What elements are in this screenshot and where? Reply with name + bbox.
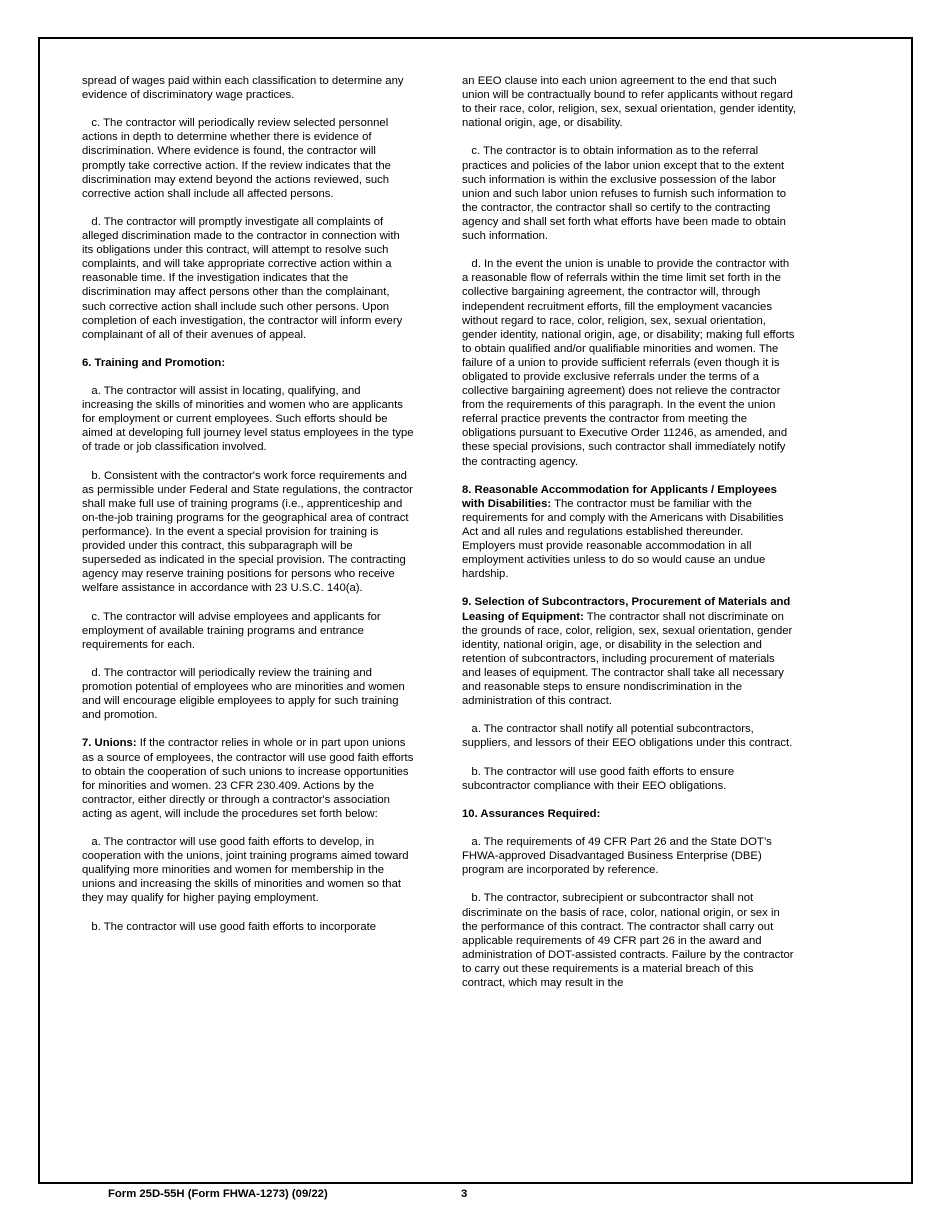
heading-unions: 7. Unions: [82, 737, 137, 750]
paragraph-6b: b. Consistent with the contractor's work force requirements and as permissible under Federal and State regulations, the contractor shall make full use of training programs (i.e., apprenticeship and on-the-job training programs for the geographical area of contract performance). In the event a special provision for training is provided under this contract, this subparagraph will be superseded as indicated in the special provision. The contracting agency may reserve training positions for persons who receive welfare assistance in accordance with 23 U.S.C. 140(a). [82, 469, 413, 595]
heading-training-promotion: 6. Training and Promotion: [82, 356, 226, 369]
paragraph-7c: c. The contractor is to obtain information as to the referral practices and policies of the labor union except that to the extent such information is within the exclusive possession of the labor union and such labor union refuses to furnish such information to the contractor, the contractor shall so certify to the contracting agency and shall set forth what efforts have been made to obtain such information. [462, 145, 787, 243]
paragraph-9a: a. The contractor shall notify all potential subcontractors, suppliers, and lessors of their EEO obligations under this contract. [462, 723, 793, 750]
left-column [82, 74, 414, 934]
heading-accommodation: 8. Reasonable Accommodation for Applicants / Employees with Disabilities: [462, 483, 777, 510]
heading-assurances: 10. Assurances Required: [462, 807, 601, 820]
footer-form-number: Form 25D-55H (Form FHWA-1273) (09/22) [108, 1188, 328, 1200]
paragraph-5c: c. The contractor will periodically review selected personnel actions in depth to determine whether there is evidence of discrimination. Where evidence is found, the contractor will promptly take corrective action. If the review indicates that the discrimination may extend beyond the actions reviewed, such corrective action shall include all affected persons. [82, 117, 391, 200]
paragraph-9b: b. The contractor will use good faith efforts to ensure subcontractor compliance with their EEO obligations. [462, 765, 735, 792]
paragraph-7d: d. In the event the union is unable to provide the contractor with a reasonable flow of referrals within the time limit set forth in the collective bargaining agreement, the contractor will, through independent recruitment efforts, fill the employment vacancies without regard to race, color, religion, sex, sexual orientation, gender identity, national origin, age, or disability; making full efforts to obtain qualified and/or qualifiable minorities and women. The failure of a union to provide sufficient referrals (even though it is obligated to provide exclusive referrals under the terms of a collective bargaining agreement) does not relieve the contractor from the requirements of this paragraph. In the event the union referral practice prevents the contractor from meeting the obligations pursuant to Executive Order 11246, as amended, and these special provisions, such contractor shall immediately notify the contracting agency. [462, 258, 795, 468]
paragraph-6d: d. The contractor will periodically review the training and promotion potential of employees who are minorities and women and will encourage eligible employees to apply for such training and promotion. [82, 666, 405, 722]
paragraph-10b: b. The contractor, subrecipient or subcontractor shall not discriminate on the basis of race, color, national origin, or sex in the performance of this contract. The contractor shall carry out applicable requirements of 49 CFR part 26 in the award and administration of DOT-assisted contracts. Failure by the contractor to carry out these requirements is a material breach of this contract, which may result in the [462, 892, 794, 989]
paragraph-wages: spread of wages paid within each classification to determine any evidence of discriminatory wage practices. [82, 75, 404, 102]
heading-subcontractors: 9. Selection of Subcontractors, Procurement of Materials and Leasing of Equipment: [462, 596, 791, 623]
paragraph-7a: a. The contractor will use good faith efforts to develop, in cooperation with the unions, joint training programs aimed toward qualifying more minorities and women for membership in the unions and increasing the skills of minorities and women so that they may qualify for higher paying employment. [82, 836, 409, 905]
paragraph-accommodation: 8. Reasonable Accommodation for Applicants / Employees with Disabilities: The contractor must be familiar with the requirements for and comply with the Americans with Disabilities Act and all rules and regulations established thereunder. Employers must provide reasonable accommodation in all employment activities unless to do so would cause an undue hardship. [462, 483, 784, 581]
paragraph-7b: b. The contractor will use good faith efforts to incorporate [91, 920, 377, 933]
paragraph-unions: 7. Unions: If the contractor relies in whole or in part upon unions as a source of employees, the contractor will use good faith efforts to obtain the cooperation of such unions to increase opportunities for minorities and women. 23 CFR 230.409. Actions by the contractor, either directly or through a contractor's association acting as agent, will include the procedures set forth below: [82, 737, 414, 820]
right-column [462, 74, 796, 990]
paragraph-6c: c. The contractor will advise employees and applicants for employment of available training programs and entrance requirements for each. [82, 610, 381, 651]
paragraph-eeo-clause: an EEO clause into each union agreement to the end that such union will be contractually bound to refer applicants without regard to their race, color, religion, sex, sexual orientation, gender identity, national origin, age, or disability. [462, 75, 796, 130]
paragraph-10a: a. The requirements of 49 CFR Part 26 and the State DOT’s FHWA-approved Disadvantaged Business Enterprise (DBE) program are incorporated by reference. [462, 836, 772, 877]
paragraph-subcontractors: 9. Selection of Subcontractors, Procurement of Materials and Leasing of Equipment: The contractor shall not discriminate on the grounds of race, color, religion, sex, sexual orientation, gender identity, national origin, age, or disability in the selection and retention of subcontractors, including procurement of materials and leases of equipment. The contractor shall take all necessary and reasonable steps to ensure nondiscrimination in the administration of this contract. [462, 596, 793, 708]
paragraph-5d: d. The contractor will promptly investigate all complaints of alleged discrimination made to the contractor in connection with its obligations under this contract, will attempt to resolve such complaints, and will take appropriate corrective action within a reasonable time. If the investigation indicates that the discrimination may affect persons other than the complainant, such corrective action shall include such other persons. Upon completion of each investigation, the contractor will inform every complainant of all of their avenues of appeal. [82, 215, 403, 341]
paragraph-6a: a. The contractor will assist in locating, qualifying, and increasing the skills of minorities and women who are applicants for employment or current employees. Such efforts should be aimed at developing full journey level status employees in the type of trade or job classification involved. [82, 385, 414, 454]
footer-page-number: 3 [461, 1188, 468, 1200]
